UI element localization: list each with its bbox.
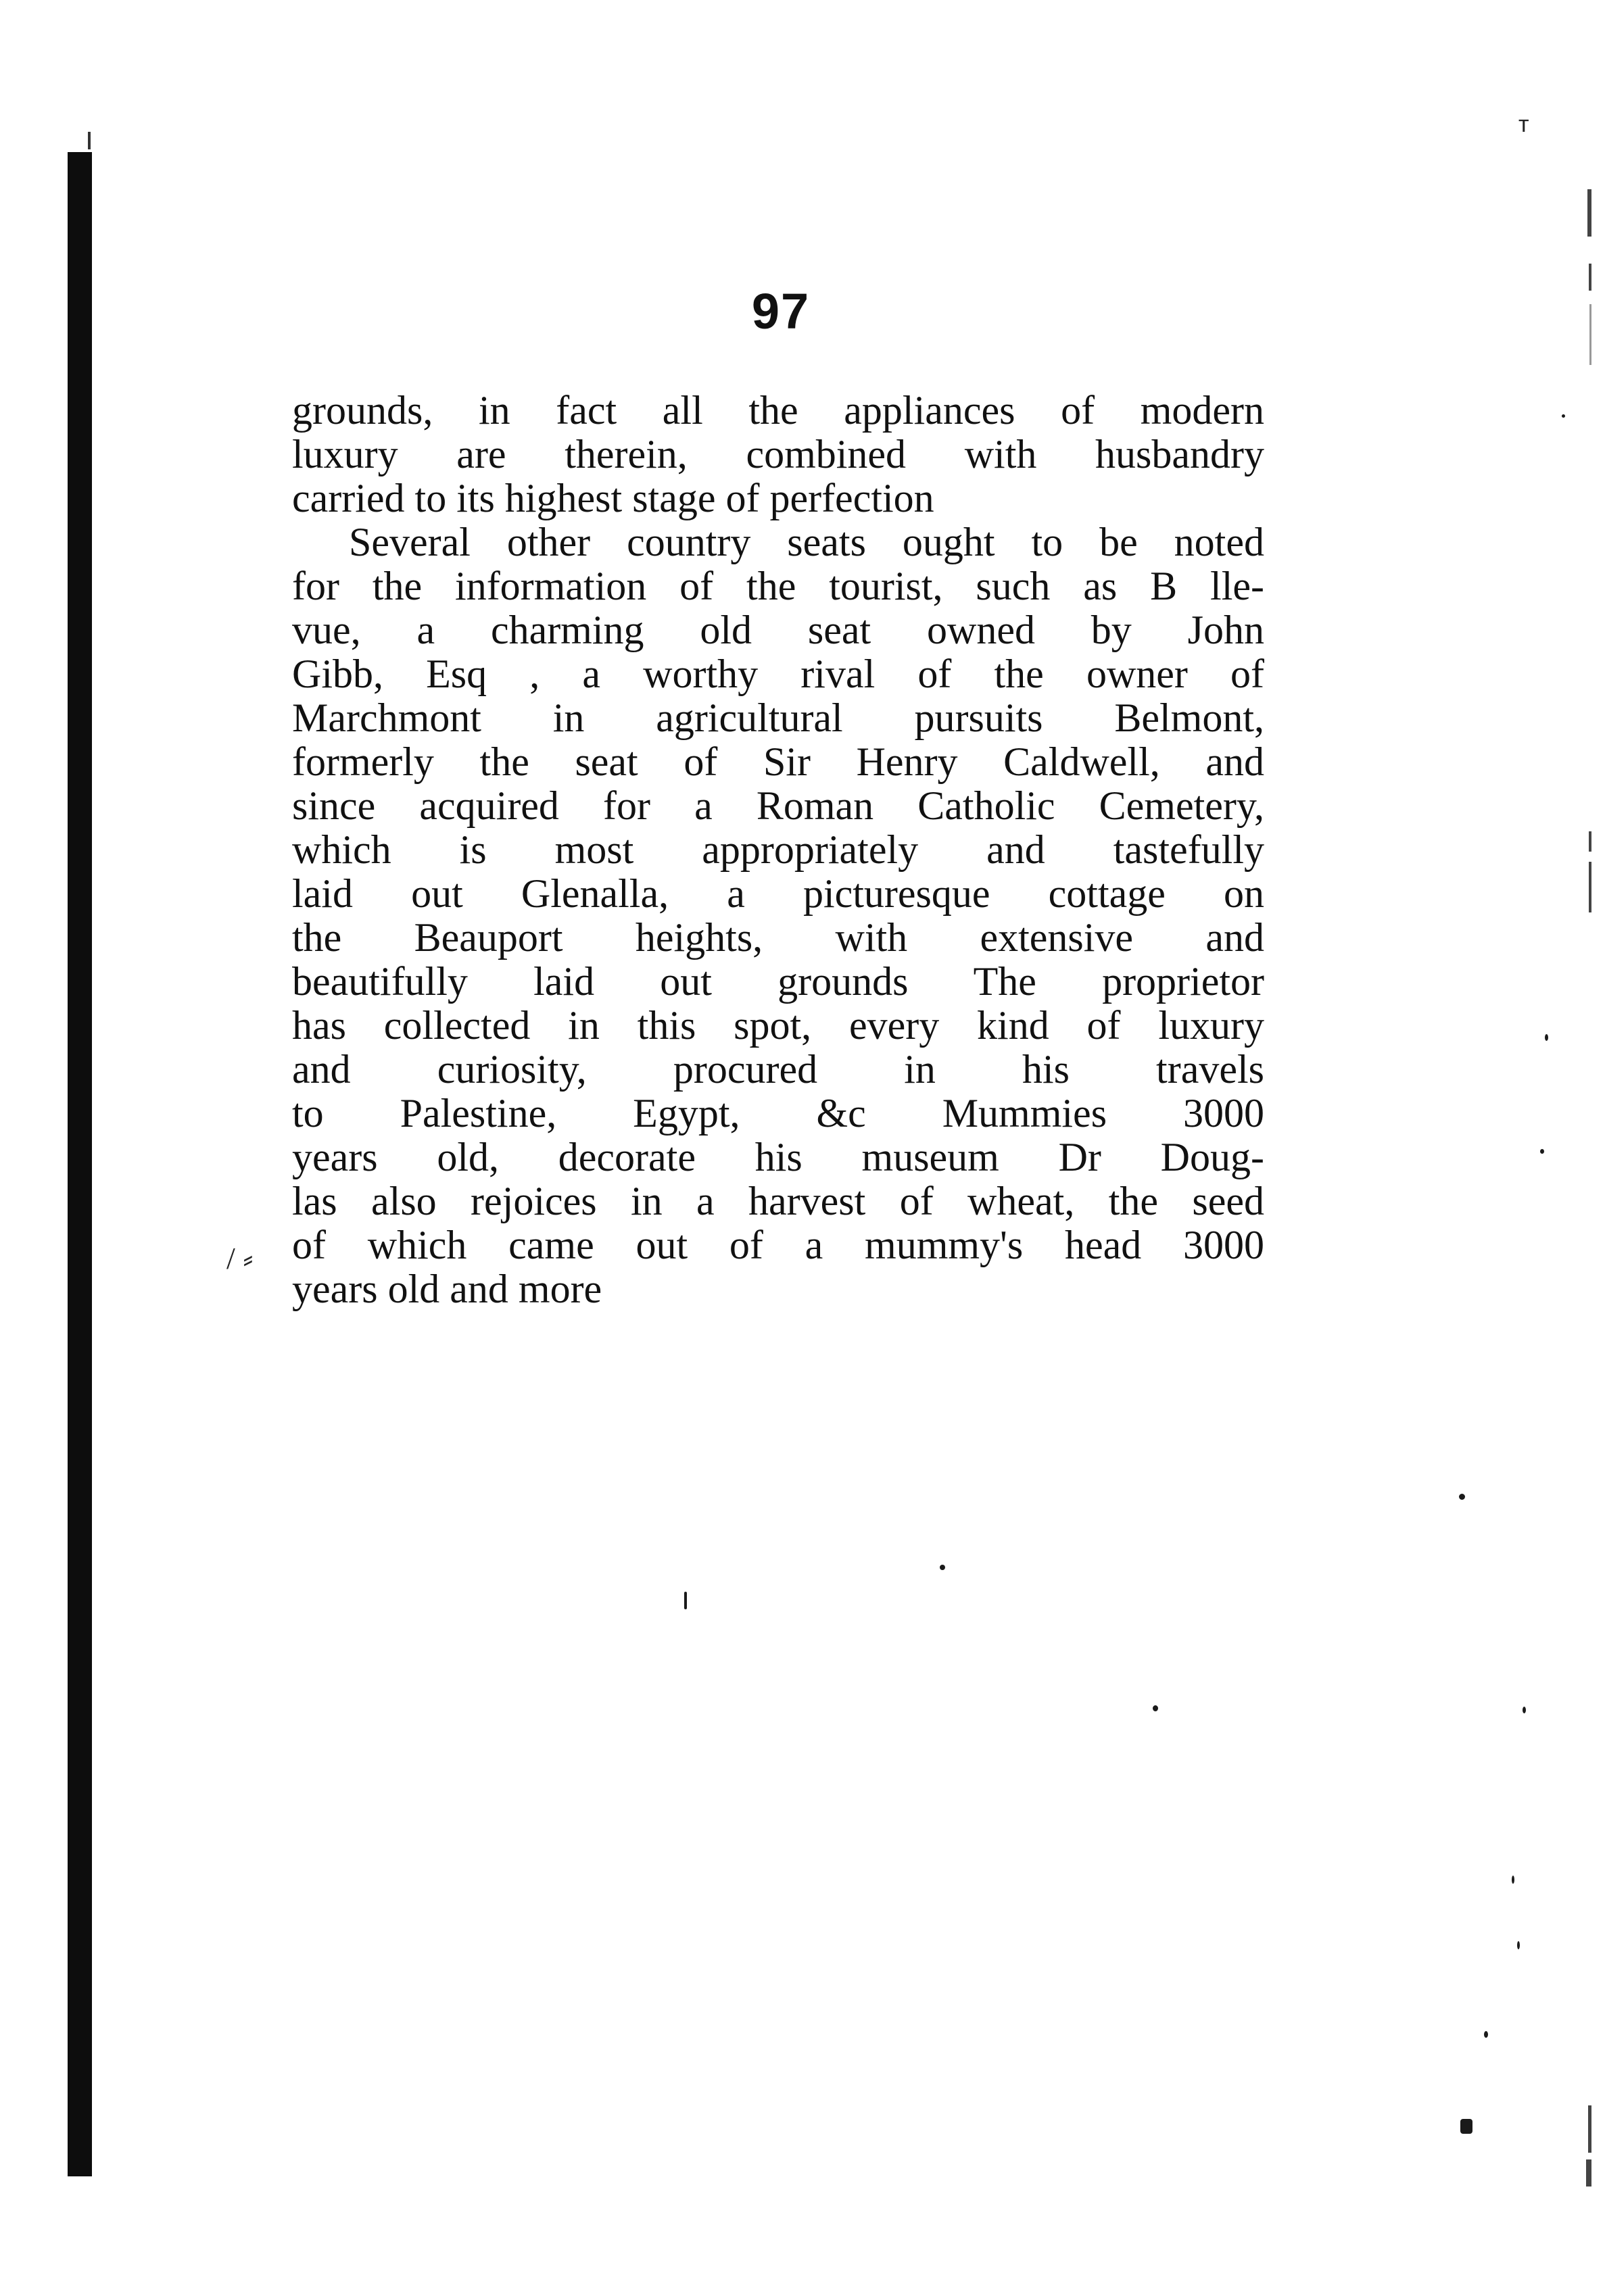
text-line: las also rejoices in a harvest of wheat, the seed (292, 1179, 1264, 1223)
text-line: vue, a charming old seat owned by John (292, 608, 1264, 652)
edge-artifact (1587, 189, 1591, 237)
text-line: of which came out of a mummy's head 3000 (292, 1223, 1264, 1267)
text-line: grounds, in fact all the appliances of modern (292, 388, 1264, 433)
scan-speck (940, 1565, 945, 1570)
margin-note: / ⸗ (226, 1241, 254, 1275)
scan-speck (1540, 1149, 1544, 1154)
scan-speck (1545, 1034, 1548, 1041)
text-line: beautifully laid out grounds The proprietor (292, 959, 1264, 1004)
text-line: Marchmont in agricultural pursuits Belmont, (292, 695, 1264, 740)
binding-edge-shadow (68, 152, 92, 2176)
scan-speck (1459, 1494, 1465, 1500)
text-line: formerly the seat of Sir Henry Caldwell, and (292, 739, 1264, 784)
paragraph-2 (292, 520, 1264, 1311)
scan-speck (1512, 1876, 1514, 1884)
edge-artifact: ᴛ (1518, 112, 1529, 137)
scan-speck (1517, 1941, 1520, 1949)
scan-speck (684, 1592, 687, 1609)
edge-artifact (1589, 862, 1591, 912)
text-line: to Palestine, Egypt, &c Mummies 3000 (292, 1091, 1264, 1135)
edge-artifact (1589, 264, 1591, 291)
page-body (292, 389, 1264, 1311)
scan-speck (1460, 2119, 1472, 2134)
text-line: has collected in this spot, every kind of luxury (292, 1003, 1264, 1048)
text-line: the Beauport heights, with extensive and (292, 915, 1264, 960)
scan-speck (1153, 1705, 1158, 1711)
text-line: Gibb, Esq , a worthy rival of the owner of (292, 652, 1264, 696)
text-line: luxury are therein, combined with husbandry (292, 432, 1264, 477)
scan-speck (1484, 2031, 1488, 2038)
edge-artifact (1589, 831, 1591, 852)
text-line: laid out Glenalla, a picturesque cottage on (292, 871, 1264, 916)
paragraph-1 (292, 389, 1264, 520)
text-line: carried to its highest stage of perfection (292, 476, 934, 520)
scan-speck (1523, 1707, 1526, 1713)
edge-artifact (1588, 2105, 1591, 2153)
text-line: since acquired for a Roman Catholic Cemetery, (292, 783, 1264, 828)
text-line: for the information of the tourist, such as B lle- (292, 564, 1264, 608)
text-line: years old and more (292, 1267, 602, 1311)
edge-artifact (1586, 2159, 1591, 2187)
page-number: 97 (751, 283, 811, 339)
text-line: which is most appropriately and tastefully (292, 827, 1264, 872)
edge-artifact (1589, 304, 1591, 365)
binding-edge-tick (88, 132, 91, 149)
text-line: and curiosity, procured in his travels (292, 1047, 1264, 1092)
text-line: Several other country seats ought to be noted (349, 520, 1264, 564)
scan-speck (1562, 414, 1565, 418)
text-line: years old, decorate his museum Dr Doug- (292, 1135, 1264, 1179)
